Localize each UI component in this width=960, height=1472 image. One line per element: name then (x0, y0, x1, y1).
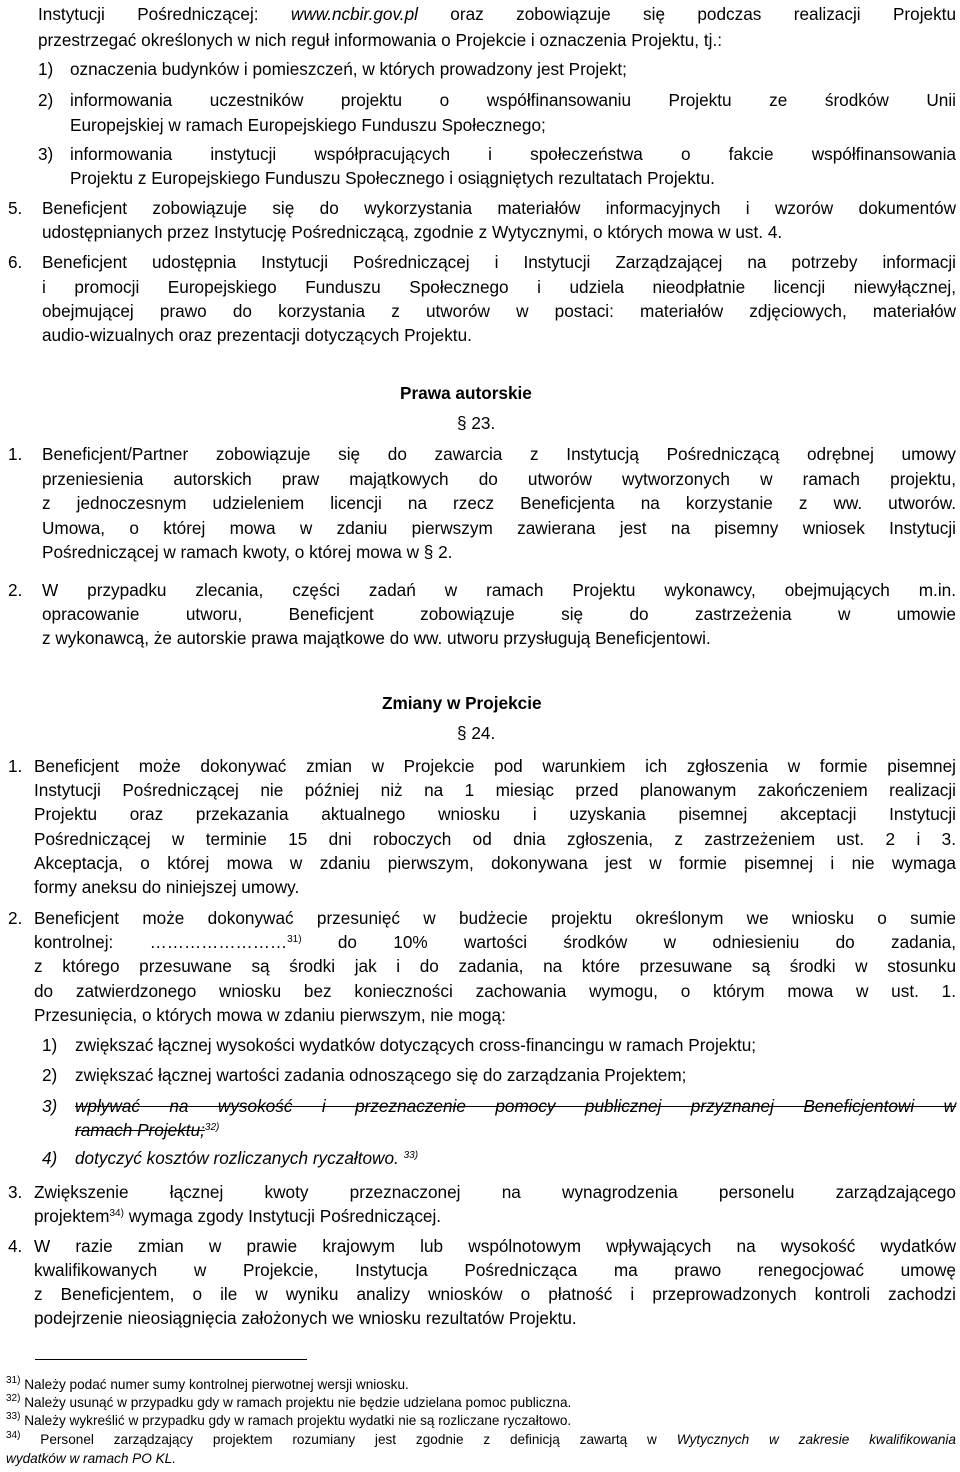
footnote: $^{31)}$ Należy podać numer sumy kontrolnej pierwotnej wersji wniosku. (6, 1375, 409, 1392)
paragraph-line: Beneficjent zobowiązuje się do wykorzystania materiałów informacyjnych i wzorów dokumentów (42, 198, 956, 218)
footnote-ref[interactable]: 33) (403, 1150, 419, 1161)
item-line: z Beneficjentem, o ile w wyniku analizy wniosków o płatność i przeprowadzonych kontroli zachodzi (34, 1284, 956, 1304)
list-item: Europejskiej w ramach Europejskiego Funduszu Społecznego; (70, 115, 546, 135)
list-item: informowania instytucji współpracujących i społeczeństwa o fakcie współfinansowania (70, 144, 956, 164)
subitem-text-struck: ramach Projektu;$^{32)}$ (75, 1120, 220, 1140)
item-line: kwalifikowanych w Projekcie, Instytucja Pośrednicząca ma prawo renegocjować umowę (34, 1260, 956, 1280)
paragraph-num: 5. (8, 198, 23, 218)
item-line: przeniesienia autorskich praw majątkowych do utworów wytworzonych w ramach projektu, (42, 469, 956, 489)
item-line: do zatwierdzonego wniosku bez konieczności zachowania wymogu, o którym mowa w ust. 1. (34, 981, 956, 1001)
footnote-ref[interactable]: 32) (204, 1122, 220, 1133)
item-line: z jednoczesnym udzieleniem licencji na rzecz Beneficjenta na korzystanie z ww. utworów. (42, 493, 956, 513)
subitem-text: dotyczyć kosztów rozliczanych ryczałtowo. $^{33)}$ (75, 1148, 419, 1168)
item-line: opracowanie utworu, Beneficjent zobowiązuje się do zastrzeżenia w umowie (42, 604, 956, 624)
footnote: $^{32)}$ Należy usunąć w przypadku gdy w ramach projektu nie będzie udzielana pomoc publiczna. (6, 1393, 572, 1410)
item-line: Pośredniczącej w ramach kwoty, o której mowa w § 2. (42, 542, 453, 562)
paragraph-line: Beneficjent udostępnia Instytucji Pośredniczącej i Instytucji Zarządzającej na potrzeby informacji (42, 252, 956, 272)
item-line: projektem$^{34)}$ wymaga zgody Instytucji Pośredniczącej. (34, 1206, 442, 1226)
subitem-num: 4) (42, 1148, 58, 1168)
intro-line-2: przestrzegać określonych w nich reguł informowania o Projekcie i oznaczenia Projektu, tj.: (38, 30, 723, 50)
item-line: Projektu oraz przekazania aktualnego wniosku i uzyskania pisemnej akceptacji Instytucji (34, 804, 956, 824)
item-line: W razie zmian w prawie krajowym lub wspólnotowym wpływających na wysokość wydatków (34, 1236, 956, 1256)
footnote: wydatków w ramach PO KL. (6, 1451, 176, 1466)
item-num: 1. (8, 756, 23, 776)
item-line: z którego przesuwane są środki jak i do zadania, na które przesuwane są środki w stosunku (34, 956, 956, 976)
paragraph-line: obejmującej prawo do korzystania z utworów w postaci: materiałów zdjęciowych, materiałów (42, 301, 956, 321)
intro-line-1: Instytucji Pośredniczącej: www.ncbir.gov.pl oraz zobowiązuje się podczas realizacji Projektu (38, 4, 956, 24)
item-num: 4. (8, 1236, 23, 1256)
subitem-num: 2) (42, 1065, 58, 1085)
item-line: Beneficjent/Partner zobowiązuje się do zawarcia z Instytucją Pośredniczącą odrębnej umowy (42, 444, 956, 464)
list-num: 1) (38, 59, 54, 79)
item-line: formy aneksu do niniejszej umowy. (34, 877, 300, 897)
paragraph-num: 6. (8, 252, 23, 272)
subitem-num: 1) (42, 1035, 58, 1055)
item-line: Instytucji Pośredniczącej nie później niż na 1 miesiąc przed planowanym zakończeniem realizacji (34, 780, 956, 800)
subitem-text-struck: wpływać na wysokość i przeznaczenie pomocy publicznej przyznanej Beneficjentowi w (75, 1096, 956, 1116)
list-num: 2) (38, 90, 54, 110)
list-item: Projektu z Europejskiego Funduszu Społecznego i osiągniętych rezultatach Projektu. (70, 168, 715, 188)
paragraph-line: udostępnianych przez Instytucję Pośredniczącą, zgodnie z Wytycznymi, o których mowa w ust. 4. (42, 222, 783, 242)
list-num: 3) (38, 144, 54, 164)
subitem-text: zwiększać łącznej wysokości wydatków dotyczących cross-financingu w ramach Projektu; (75, 1035, 757, 1055)
paragraph-line: i promocji Europejskiego Funduszu Społecznego i udziela nieodpłatnie licencji niewyłącznej, (42, 277, 956, 297)
item-line: Pośredniczącej w terminie 15 dni roboczych od dnia zgłoszenia, z zastrzeżeniem ust. 2 i 3. (34, 829, 956, 849)
list-item: informowania uczestników projektu o współfinansowaniu Projektu ze środków Unii (70, 90, 956, 110)
item-num: 2. (8, 908, 23, 928)
item-line: z wykonawcą, że autorskie prawa majątkowe do ww. utworu przysługują Beneficjentowi. (42, 628, 711, 648)
item-line: W przypadku zlecania, części zadań w ramach Projektu wykonawcy, obejmujących m.in. (42, 580, 956, 600)
footnote: $^{34)}$ Personel zarządzający projektem rozumiany jest zgodnie z definicją zawartą w Wytycznych w zakresie kwalifikowania (6, 1430, 956, 1447)
item-line: Beneficjent może dokonywać zmian w Projekcie pod warunkiem ich zgłoszenia w formie pisemnej (34, 756, 956, 776)
item-line: Umowa, o której mowa w zdaniu pierwszym zawierana jest na pisemny wniosek Instytucji (42, 518, 956, 538)
section-title: Zmiany w Projekcie (382, 693, 542, 713)
paragraph-line: audio-wizualnych oraz prezentacji dotyczących Projektu. (42, 325, 472, 345)
paragraph-sign: § 23. (457, 413, 496, 433)
paragraph-sign: § 24. (457, 723, 496, 743)
item-line: Akceptacja, o której mowa w zdaniu pierwszym, dokonywana jest w formie pisemnej i nie wymaga (34, 853, 956, 873)
item-line: Przesunięcia, o których mowa w zdaniu pierwszym, nie mogą: (34, 1005, 506, 1025)
section-title: Prawa autorskie (400, 383, 532, 403)
item-line: podejrzenie nieosiągnięcia założonych we wniosku rezultatów Projektu. (34, 1308, 577, 1328)
subitem-num: 3) (42, 1096, 58, 1116)
item-num: 3. (8, 1182, 23, 1202)
item-line: kontrolnej: ……………………$^{31)}$ do 10% wartości środków w odniesieniu do zadania, (34, 932, 956, 952)
footnote-ref[interactable]: 31) (287, 934, 302, 945)
item-num: 2. (8, 580, 23, 600)
item-num: 1. (8, 444, 23, 464)
footnote-ref[interactable]: 34) (109, 1208, 124, 1219)
subitem-text: zwiększać łącznej wartości zadania odnoszącego się do zarządzania Projektem; (75, 1065, 687, 1085)
ncbir-link[interactable]: www.ncbir.gov.pl (290, 4, 418, 24)
item-line: Zwiększenie łącznej kwoty przeznaczonej na wynagrodzenia personelu zarządzającego (34, 1182, 956, 1202)
footnote: $^{33)}$ Należy wykreślić w przypadku gdy w ramach projektu wydatki nie są rozliczane ryczałtowo. (6, 1411, 572, 1428)
list-item: oznaczenia budynków i pomieszczeń, w których prowadzony jest Projekt; (70, 59, 627, 79)
item-line: Beneficjent może dokonywać przesunięć w budżecie projektu określonym we wniosku o sumie (34, 908, 956, 928)
footnote-separator (35, 1359, 307, 1360)
